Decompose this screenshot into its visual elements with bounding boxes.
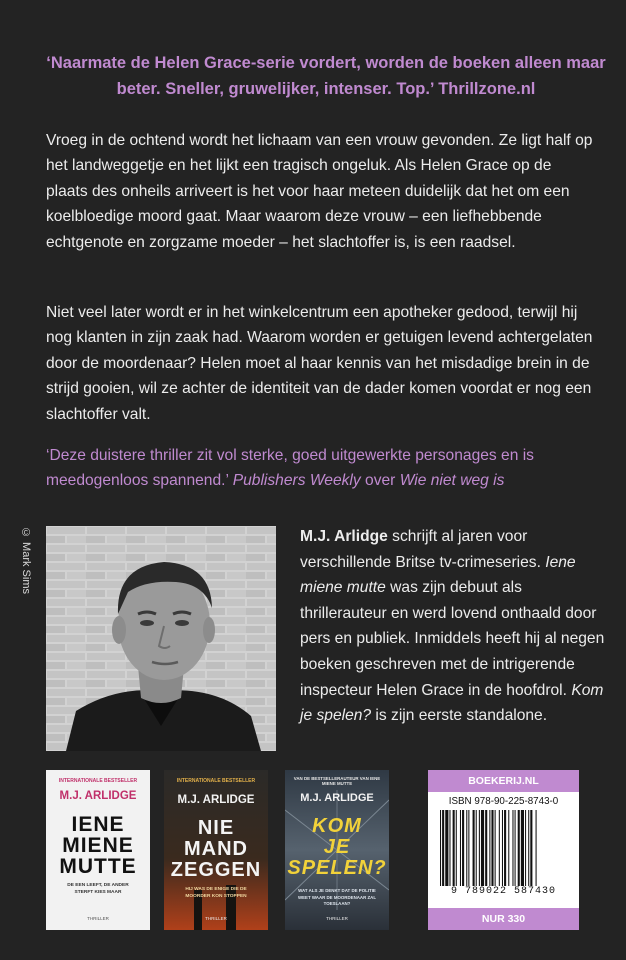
bio-text-3: is zijn eerste standalone. xyxy=(371,707,548,725)
barcode-bar xyxy=(476,810,477,886)
cover-tag: VAN DE BESTSELLERAUTEUR VAN IENE MIENE MUTTE xyxy=(293,776,381,786)
isbn-label: ISBN 978-90-225-8743-0 xyxy=(448,796,559,807)
barcode-bar xyxy=(502,810,503,886)
barcode-bar xyxy=(499,810,500,886)
barcode-bar xyxy=(515,810,516,886)
barcode-panel xyxy=(428,770,579,930)
barcode-bar xyxy=(466,810,467,886)
barcode-bar xyxy=(525,810,526,886)
barcode-bar xyxy=(512,810,513,886)
cover-genre: THRILLER xyxy=(87,916,109,921)
barcode-bar xyxy=(521,810,524,886)
barcode-bar xyxy=(449,810,450,886)
cover-title-line: MIENE xyxy=(62,834,134,857)
barcode-bar xyxy=(442,810,444,886)
barcode-bar xyxy=(491,810,493,886)
cover-genre: THRILLER xyxy=(326,916,348,921)
cover-title xyxy=(164,818,268,881)
barcode-bar xyxy=(485,810,487,886)
bio-book-title-1: Iene miene mutte xyxy=(300,553,576,597)
cover-title-line: NIE xyxy=(197,817,235,839)
barcode-bars xyxy=(440,810,567,886)
barcode-bar xyxy=(468,810,469,886)
quote-source: Publishers Weekly xyxy=(232,472,361,490)
quote-over: over xyxy=(360,472,400,490)
author-photo-image xyxy=(46,526,276,751)
book-cover-kom-je-spelen xyxy=(285,770,389,930)
cover-genre: THRILLER xyxy=(205,916,227,921)
cover-title xyxy=(285,816,389,879)
publisher-label: BOEKERIJ.NL xyxy=(428,770,579,792)
bio-text-1: schrijft al jaren voor verschillende Britse tv-crimeseries. xyxy=(300,528,546,571)
cover-title-line: IENE xyxy=(71,813,125,836)
cover-title xyxy=(46,814,150,877)
book-cover-niemand-zeggen xyxy=(164,770,268,930)
cover-title-line: MUTTE xyxy=(59,855,137,878)
cover-tag: INTERNATIONALE BESTSELLER xyxy=(176,778,256,784)
barcode-bar xyxy=(489,810,490,886)
cover-tagline: WAT ALS JE DENKT DAT DE POLITIE WEET WAAR DE MOORDENAAR ZAL TOESLAAN? xyxy=(297,888,377,906)
barcode-bar xyxy=(460,810,461,886)
barcode-bar xyxy=(440,810,441,886)
cover-title-line: SPELEN? xyxy=(287,857,387,879)
cover-title-line: ZEGGEN xyxy=(170,859,262,881)
barcode-bar xyxy=(504,810,506,886)
barcode-bar xyxy=(473,810,475,886)
synopsis-paragraph-2: Niet veel later wordt er in het winkelcentrum een apotheker gedood, terwijl hij nog klanten in zijn zaak had. Waarom worden er getuigen levend achtergelaten door de moordenaar? Helen moet al haar kennis van het misdadige brein in de strijd gooien, wil ze achter de identiteit van de dader komen voordat er nog een slachtoffer valt. xyxy=(46,304,593,423)
barcode-bar xyxy=(479,810,480,886)
barcode-bar xyxy=(456,810,457,886)
review-quote-middle xyxy=(46,443,594,494)
barcode-bar xyxy=(445,810,448,886)
bio-text-2: was zijn debuut als thrillerauteur en werd lovend onthaald door pers en publiek. Inmiddels heeft hij al negen boeken geschreven met de intrigerende inspecteur Helen Grace in de hoofdrol. xyxy=(300,579,605,699)
cover-tag: INTERNATIONALE BESTSELLER xyxy=(58,778,138,784)
nur-label: NUR 330 xyxy=(428,908,579,930)
barcode-bar xyxy=(462,810,464,886)
bio-author-name: M.J. Arlidge xyxy=(300,528,388,545)
barcode-bar xyxy=(528,810,529,886)
author-bio xyxy=(300,524,610,729)
book-cover-iene-miene-mutte xyxy=(46,770,150,930)
cover-author: M.J. ARLIDGE xyxy=(59,790,137,802)
barcode-bar xyxy=(536,810,537,886)
synopsis-paragraph-1: Vroeg in de ochtend wordt het lichaam van een vrouw gevonden. Ze ligt half op het landweggetje en het lijkt een tragisch ongeluk. Als Helen Grace op de plaats des onheils arriveert is het voor haar meteen duidelijk dat het om een koelbloedige moord gaat. Maar waarom deze vrouw – een liefhebbende echtgenote en zorgzame moeder – het slachtoffer is, is een raadsel. xyxy=(46,132,593,251)
cover-author: M.J. ARLIDGE xyxy=(300,792,374,804)
review-quote-top: ‘Naarmate de Helen Grace-serie vordert, worden de boeken alleen maar beter. Sneller, gruwelijker, intenser. Top.’ Thrillzone.nl xyxy=(46,54,606,98)
cover-title-line: JE xyxy=(323,836,351,858)
cover-title-line: KOM xyxy=(312,815,362,837)
cover-tagline: DE EEN LEEFT, DE ANDER STERFT KIES MAAR xyxy=(67,883,129,895)
barcode-bar xyxy=(481,810,484,886)
bio-book-title-2: Kom je spelen? xyxy=(300,681,604,725)
barcode-bar xyxy=(518,810,520,886)
quote-text: ‘Deze duistere thriller zit vol sterke, goed uitgewerkte personages en is meedogenloos spannend.’ xyxy=(46,447,534,490)
quote-book-title: Wie niet weg is xyxy=(399,472,505,490)
cover-title-line: MAND xyxy=(184,838,248,860)
cover-tagline: HIJ WAS DE ENIGE DIE DE MOORDER KON STOPPEN xyxy=(185,887,247,899)
barcode-bar xyxy=(530,810,532,886)
author-photo xyxy=(46,526,276,751)
cover-author: M.J. ARLIDGE xyxy=(177,794,255,806)
barcode-bar xyxy=(508,810,509,886)
ean-number: 9 789022 587430 xyxy=(450,886,556,897)
photo-credit: © Mark Sims xyxy=(20,527,32,594)
barcode-bar xyxy=(453,810,455,886)
barcode-bar xyxy=(495,810,496,886)
